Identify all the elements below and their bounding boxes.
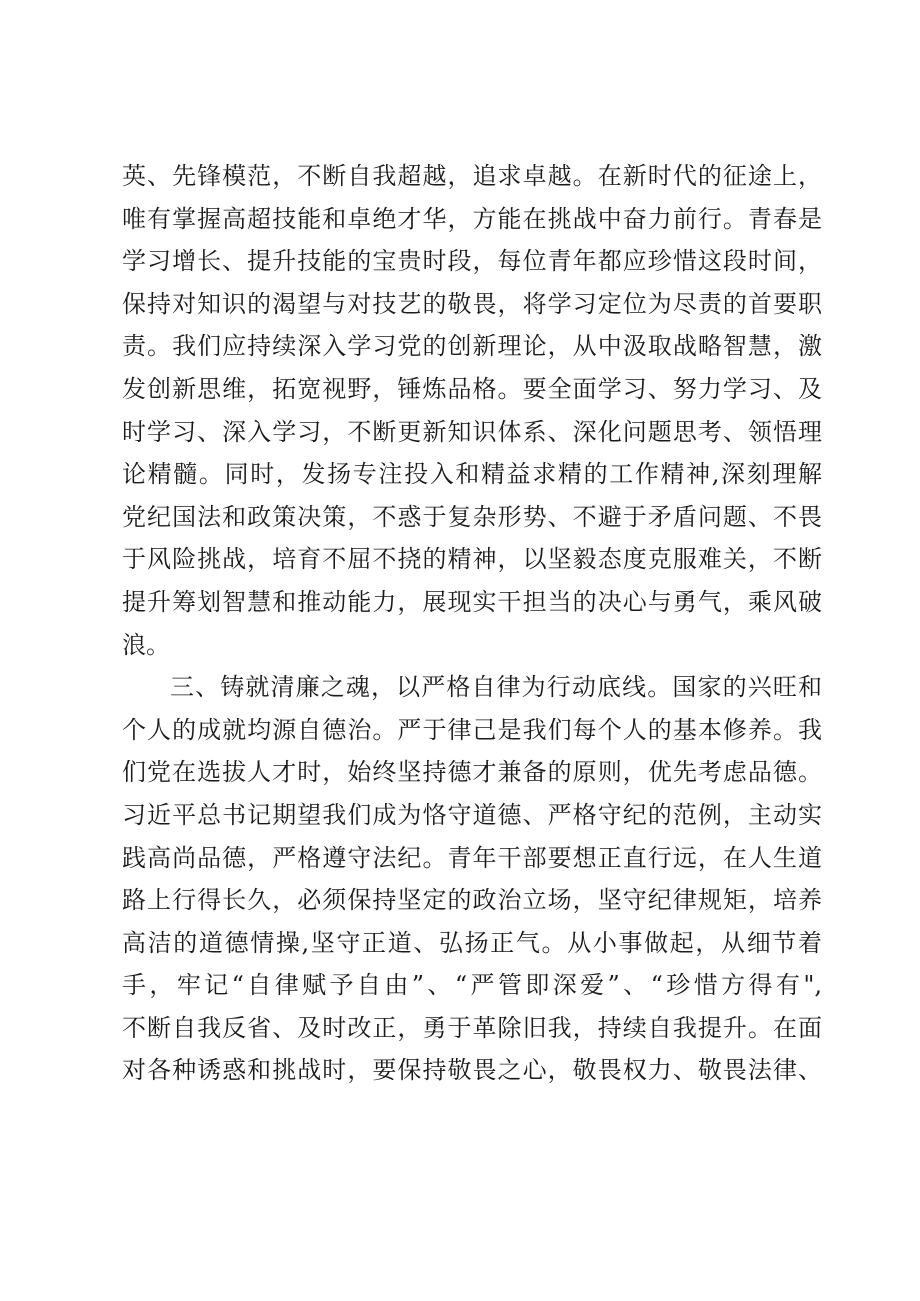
- text-line: 提升筹划智慧和推动能力，展现实干担当的决心与勇气，乘风破: [122, 587, 822, 616]
- text-line: 高洁的道德情操,坚守正道、弘扬正气。从小事做起，从细节着: [122, 928, 822, 957]
- text-line: 唯有掌握高超技能和卓绝才华，方能在挑战中奋力前行。青春是: [122, 204, 822, 233]
- text-line: 手，牢记“自律赋予自由”、“严管即深爱”、“珍惜方得有",: [122, 971, 822, 1000]
- text-line: 们党在选拔人才时，始终坚持德才兼备的原则，优先考虑品德。: [122, 758, 822, 787]
- text-line: 不断自我反省、及时改正，勇于革除旧我，持续自我提升。在面: [122, 1013, 822, 1042]
- text-line: 发创新思维，拓宽视野，锤炼品格。要全面学习、努力学习、及: [122, 374, 822, 403]
- body-text: [122, 155, 822, 1092]
- paragraph-end-line: 浪。: [122, 630, 170, 659]
- text-line: 学习增长、提升技能的宝贵时段，每位青年都应珍惜这段时间，: [122, 247, 822, 276]
- section-heading-line: 三、铸就清廉之魂，以严格自律为行动底线。国家的兴旺和: [170, 673, 822, 702]
- text-line: 时学习、深入学习，不断更新知识体系、深化问题思考、领悟理: [122, 417, 822, 446]
- text-line: 对各种诱惑和挑战时，要保持敬畏之心，敬畏权力、敬畏法律、: [122, 1056, 822, 1085]
- text-line: 个人的成就均源自德治。严于律己是我们每个人的基本修养。我: [122, 715, 822, 744]
- text-line: 路上行得长久，必须保持坚定的政治立场，坚守纪律规矩，培养: [122, 886, 822, 915]
- text-line: 践高尚品德，严格遵守法纪。青年干部要想正直行远，在人生道: [122, 843, 822, 872]
- text-line: 责。我们应持续深入学习党的创新理论，从中汲取战略智慧，激: [122, 332, 822, 361]
- text-line: 党纪国法和政策决策，不惑于复杂形势、不避于矛盾问题、不畏: [122, 502, 822, 531]
- text-line: 习近平总书记期望我们成为恪守道德、严格守纪的范例，主动实: [122, 800, 822, 829]
- text-line: 保持对知识的渴望与对技艺的敬畏，将学习定位为尽责的首要职: [122, 289, 822, 318]
- text-line: 英、先锋模范，不断自我超越，追求卓越。在新时代的征途上，: [122, 162, 822, 190]
- text-line: 于风险挑战，培育不屈不挠的精神，以坚毅态度克服难关，不断: [122, 545, 822, 574]
- text-line: 论精髓。同时，发扬专注投入和精益求精的工作精神,深刻理解: [122, 460, 822, 489]
